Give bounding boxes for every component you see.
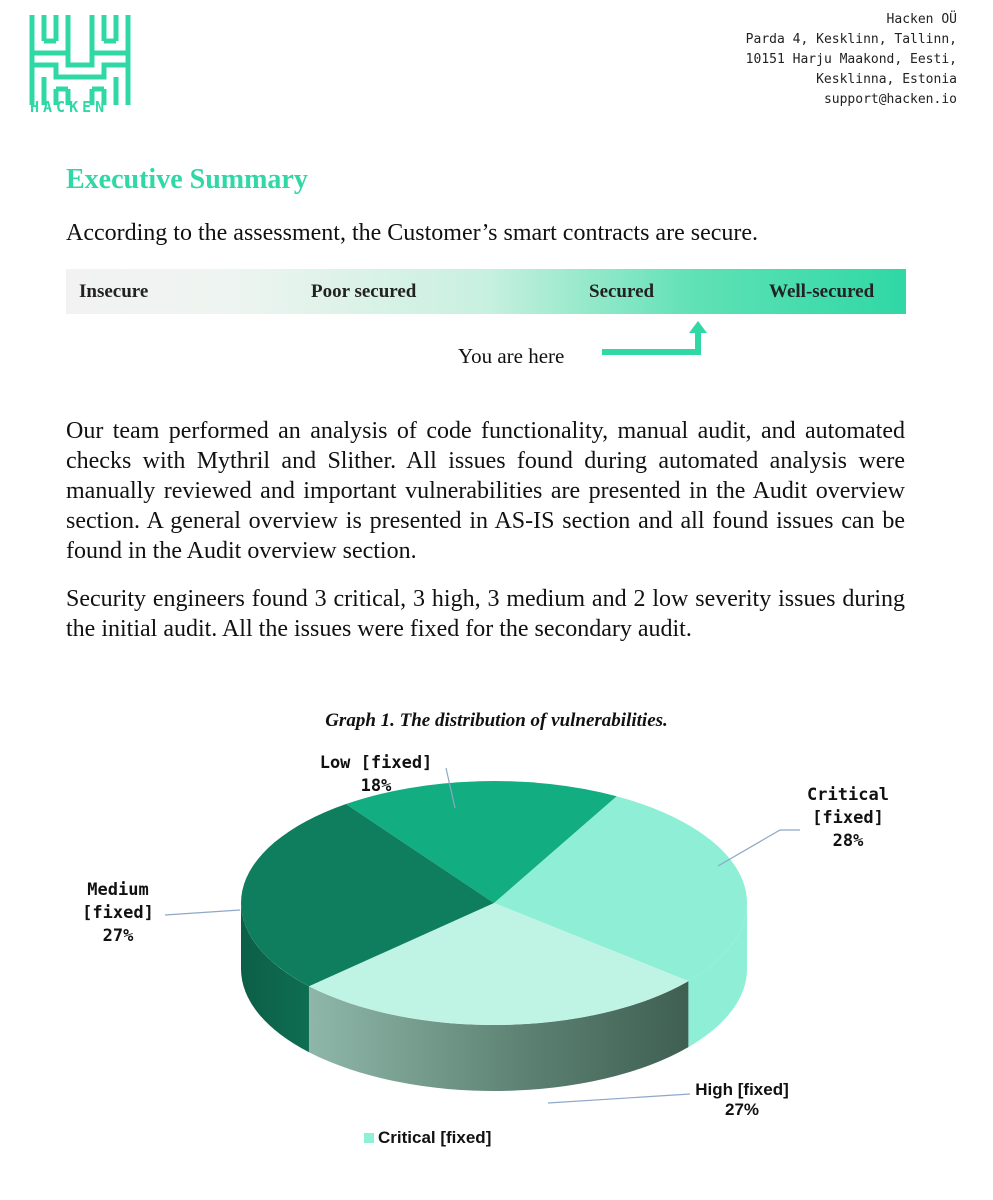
address-line: 10151 Harju Maakond, Eesti, — [745, 52, 957, 67]
scale-level-insecure: Insecure — [79, 281, 149, 302]
legend-item-critical: Critical [fixed] — [378, 1128, 492, 1147]
findings-paragraph: Security engineers found 3 critical, 3 high, 3 medium and 2 low severity issues during the initial audit. All the issues were fixed for the secondary audit. — [66, 586, 905, 642]
scale-level-secured: Secured — [589, 281, 655, 302]
legend-swatch-critical — [364, 1133, 374, 1143]
label-low: Low [fixed] 18% — [319, 753, 433, 796]
assessment-intro: According to the assessment, the Customer’s smart contracts are secure. — [66, 220, 759, 246]
label-high: High [fixed] 27% — [695, 1080, 789, 1119]
label-medium: Medium [fixed] 27% — [82, 880, 154, 946]
security-scale-bar — [66, 269, 906, 314]
section-title: Executive Summary — [66, 164, 308, 195]
address-line: Kesklinna, Estonia — [816, 72, 957, 87]
scale-level-poor-secured: Poor secured — [311, 281, 417, 302]
analysis-paragraph: Our team performed an analysis of code functionality, manual audit, and automated checks with Mythril and Slither. All issues found during automated analysis were manually reviewed and important vulnerabilities are presented in the Audit overview section. A general overview is presented in AS-IS section and all found issues can be found in the Audit overview section. — [66, 418, 905, 564]
graph-title: Graph 1. The distribution of vulnerabilities. — [325, 710, 668, 731]
logo-wordmark: HACKEN — [30, 98, 109, 116]
address-line: Hacken OÜ — [886, 12, 957, 27]
chart-legend — [364, 1128, 491, 1148]
you-are-here-label: You are here — [458, 344, 565, 368]
leader-line-medium — [165, 910, 240, 915]
scale-level-well-secured: Well-secured — [769, 281, 875, 302]
address-line: Parda 4, Kesklinn, Tallinn, — [745, 32, 957, 47]
leader-line-high — [548, 1094, 690, 1103]
company-address — [746, 10, 957, 110]
label-critical: Critical [fixed] 28% — [807, 785, 889, 851]
address-email: support@hacken.io — [823, 92, 957, 107]
position-arrow-icon — [598, 318, 710, 362]
